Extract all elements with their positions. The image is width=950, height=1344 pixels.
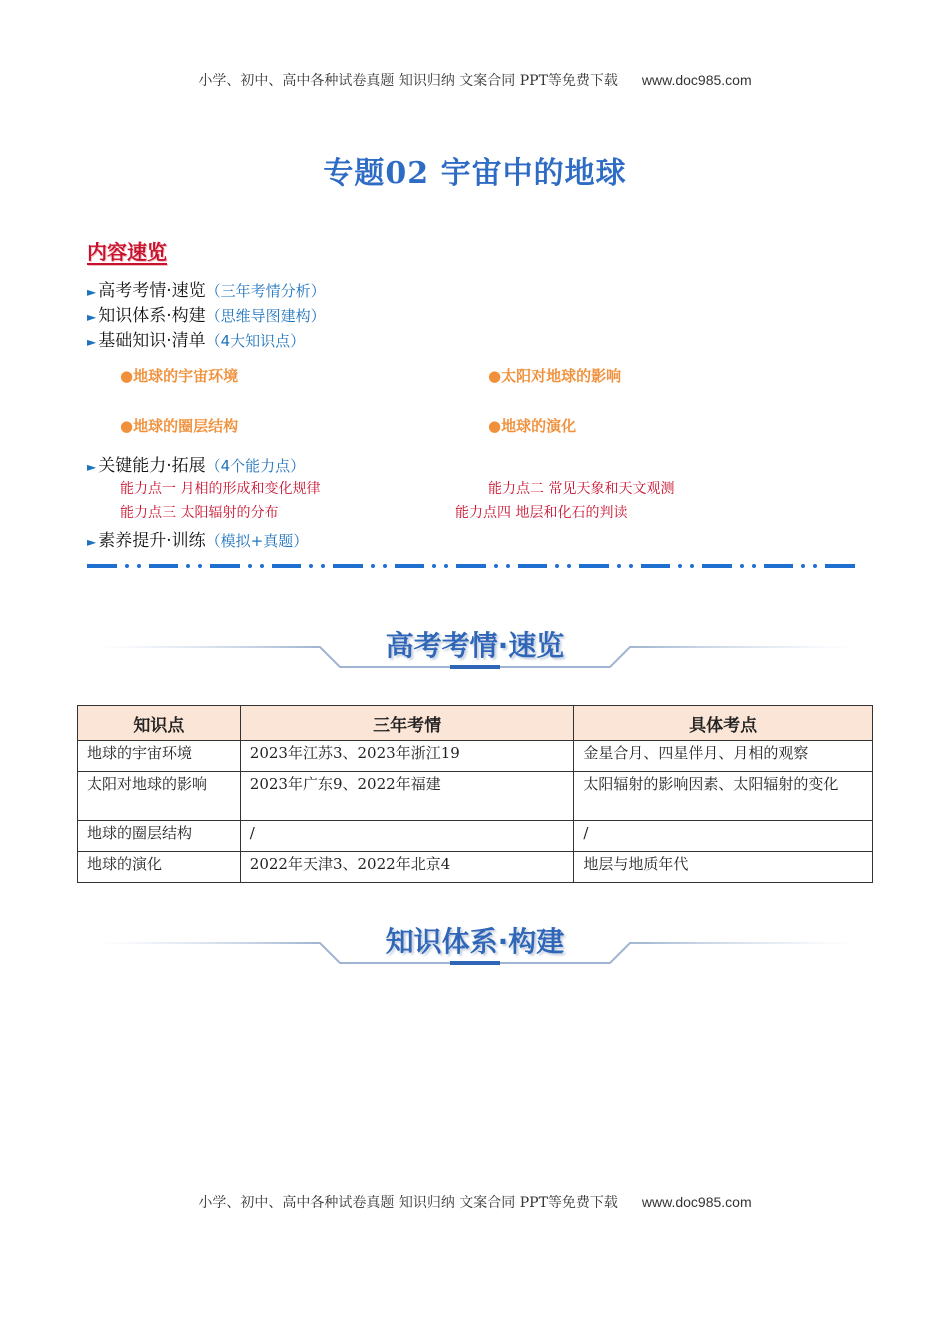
divider-dash [87, 564, 117, 568]
page-header [0, 70, 950, 90]
section-banner-knowledge [95, 918, 855, 978]
toc-sub: （思维导图建构） [205, 307, 326, 325]
ability-point: 能力点一 月相的形成和变化规律 [120, 481, 321, 497]
triangle-right-icon: ► [87, 285, 97, 299]
divider-dot [678, 564, 682, 568]
toc-item [87, 276, 326, 301]
triangle-right-icon: ► [87, 535, 97, 549]
divider-dot [752, 564, 756, 568]
divider-dot [383, 564, 387, 568]
footer-text: 小学、初中、高中各种试卷真题 知识归纳 文案合同 PPT等免费下载 [198, 1195, 618, 1211]
divider-dash [579, 564, 609, 568]
table-cell: 2022年天津3、2022年北京4 [240, 852, 574, 883]
toc-item [87, 451, 305, 476]
overview-label: 内容速览 [87, 240, 167, 264]
divider-dot [371, 564, 375, 568]
divider-dash [395, 564, 425, 568]
divider-dash [456, 564, 486, 568]
table-cell: 地球的宇宙环境 [78, 741, 241, 772]
divider-dot [801, 564, 805, 568]
header-text: 小学、初中、高中各种试卷真题 知识归纳 文案合同 PPT等免费下载 [198, 73, 618, 89]
divider-dot [321, 564, 325, 568]
divider-dash [210, 564, 240, 568]
divider-dot [444, 564, 448, 568]
page-title: 专题02 宇宙中的地球 [323, 156, 627, 191]
toc-sub: （4个能力点） [205, 457, 306, 475]
knowledge-point: ●地球的演化 [488, 417, 577, 435]
divider-dash [333, 564, 363, 568]
divider-dot [125, 564, 129, 568]
ability-point: 能力点三 太阳辐射的分布 [120, 505, 279, 521]
table-header-cell: 三年考情 [240, 706, 574, 741]
table-header-row [78, 706, 873, 741]
table-row [78, 741, 873, 772]
table-header-cell: 具体考点 [574, 706, 873, 741]
toc-sub: （三年考情分析） [205, 282, 326, 300]
divider-dash [702, 564, 732, 568]
page-footer [0, 1192, 950, 1212]
divider-dot [813, 564, 817, 568]
divider-dot [260, 564, 264, 568]
divider-dot [494, 564, 498, 568]
toc-item [87, 301, 326, 326]
divider-dot [186, 564, 190, 568]
toc-sub: （模拟+真题） [205, 532, 309, 550]
toc-label: 素养提升·训练 [98, 531, 206, 551]
table-cell: 2023年广东9、2022年福建 [240, 772, 574, 821]
divider-dot [506, 564, 510, 568]
divider-dot [309, 564, 313, 568]
footer-url[interactable]: www.doc985.com [641, 1194, 752, 1210]
table-row [78, 821, 873, 852]
section-title-knowledge: 知识体系·构建 [385, 925, 565, 958]
table-cell: 2023年江苏3、2023年浙江19 [240, 741, 574, 772]
toc-sub: （4大知识点） [205, 332, 306, 350]
table-row [78, 772, 873, 821]
divider-dot [432, 564, 436, 568]
table-header-cell: 知识点 [78, 706, 241, 741]
divider-dot [617, 564, 621, 568]
divider-dot [555, 564, 559, 568]
exam-table [77, 705, 873, 883]
table-row [78, 852, 873, 883]
knowledge-point: ●太阳对地球的影响 [488, 367, 622, 385]
toc-label: 高考考情·速览 [98, 281, 206, 301]
dashed-divider [87, 563, 863, 569]
section-title-exam: 高考考情·速览 [385, 629, 565, 662]
ability-point: 能力点二 常见天象和天文观测 [488, 481, 675, 497]
divider-dash [764, 564, 794, 568]
table-cell: 地球的演化 [78, 852, 241, 883]
triangle-right-icon: ► [87, 335, 97, 349]
header-url[interactable]: www.doc985.com [641, 72, 752, 88]
divider-dash [641, 564, 671, 568]
section-banner-exam [95, 622, 855, 682]
toc-label: 基础知识·清单 [98, 331, 206, 351]
table-cell: 地球的圈层结构 [78, 821, 241, 852]
toc-label: 关键能力·拓展 [98, 456, 206, 476]
divider-dot [740, 564, 744, 568]
triangle-right-icon: ► [87, 310, 97, 324]
divider-dash [518, 564, 548, 568]
divider-dot [248, 564, 252, 568]
knowledge-point: ●地球的圈层结构 [120, 417, 239, 435]
toc-label: 知识体系·构建 [98, 306, 206, 326]
table-cell: / [574, 821, 873, 852]
divider-dot [198, 564, 202, 568]
divider-dash [149, 564, 179, 568]
toc-item [87, 526, 308, 551]
triangle-right-icon: ► [87, 460, 97, 474]
table-cell: 地层与地质年代 [574, 852, 873, 883]
divider-dot [629, 564, 633, 568]
divider-dot [690, 564, 694, 568]
table-cell: 金星合月、四星伴月、月相的观察 [574, 741, 873, 772]
divider-dot [567, 564, 571, 568]
toc-item [87, 326, 305, 351]
ability-point: 能力点四 地层和化石的判读 [455, 505, 628, 521]
table-cell: 太阳辐射的影响因素、太阳辐射的变化 [574, 772, 873, 821]
knowledge-point: ●地球的宇宙环境 [120, 367, 239, 385]
divider-dash [825, 564, 855, 568]
divider-dot [137, 564, 141, 568]
table-cell: / [240, 821, 574, 852]
table-cell: 太阳对地球的影响 [78, 772, 241, 821]
divider-dash [272, 564, 302, 568]
